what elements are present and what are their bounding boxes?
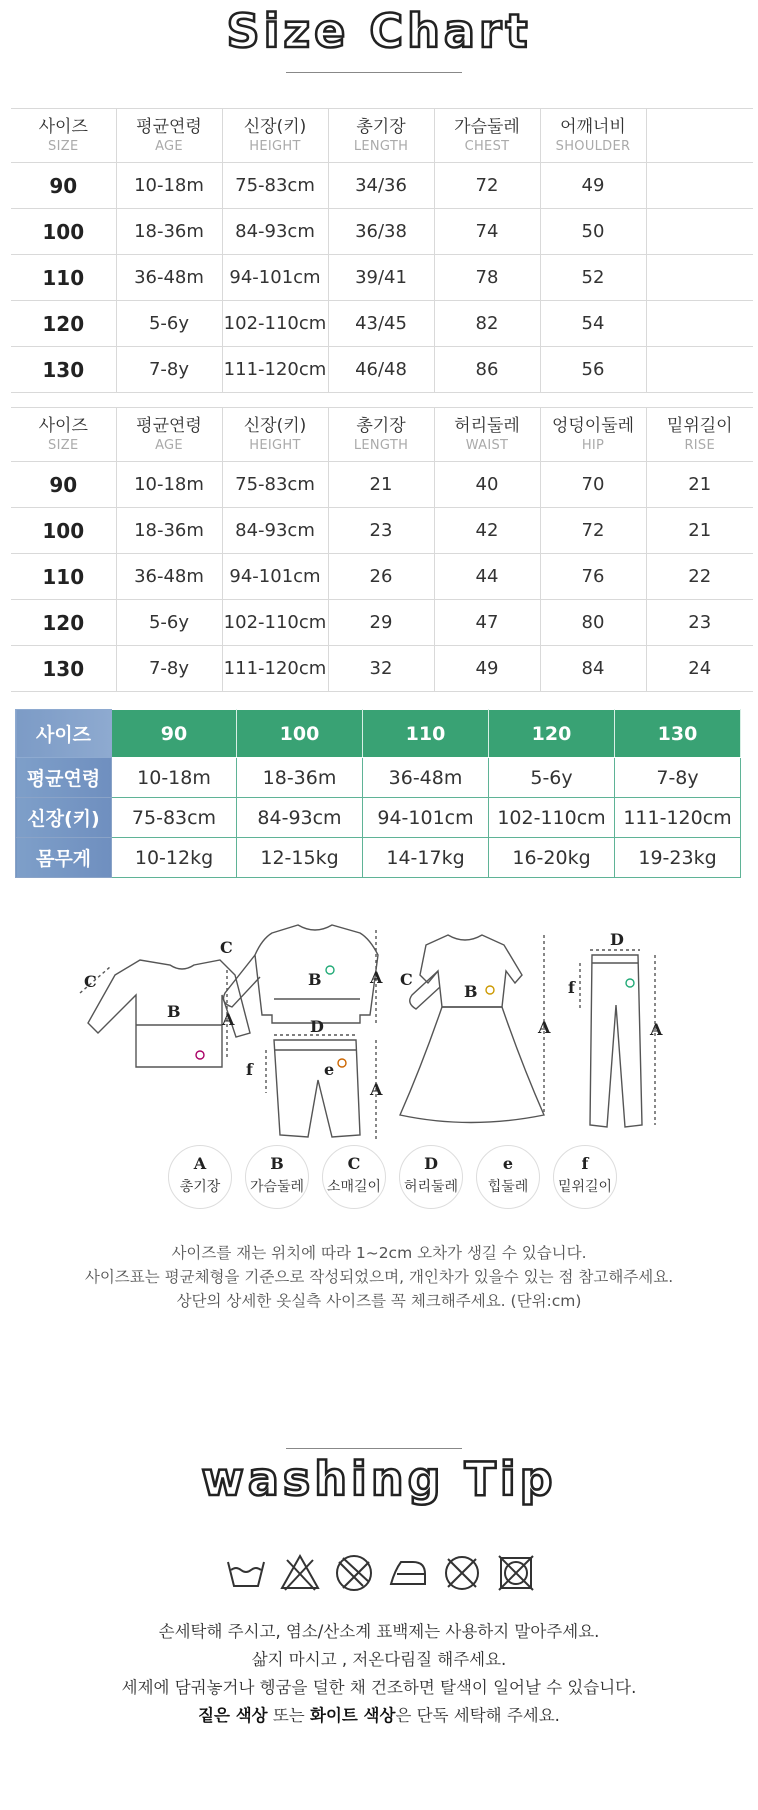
table-cell: 111-120cm bbox=[222, 646, 328, 692]
top-size-table bbox=[11, 108, 753, 393]
size-cell: 100 bbox=[11, 209, 116, 255]
note-line: 사이즈표는 평균체형을 기준으로 작성되었으며, 개인차가 있을수 있는 점 참고해주세요. bbox=[84, 1268, 674, 1286]
table-cell bbox=[646, 347, 753, 393]
washing-title-overline bbox=[286, 1448, 462, 1449]
table-header-row bbox=[16, 710, 741, 758]
size-cell: 120 bbox=[11, 600, 116, 646]
table-cell: 21 bbox=[328, 462, 434, 508]
table-cell: 86 bbox=[434, 347, 540, 393]
table-row bbox=[11, 646, 753, 692]
table-cell: 47 bbox=[434, 600, 540, 646]
size-cell: 110 bbox=[11, 554, 116, 600]
table-row bbox=[11, 301, 753, 347]
diagram-letters bbox=[84, 930, 663, 1099]
table-cell: 94-101cm bbox=[363, 798, 489, 838]
header-cell bbox=[646, 109, 753, 163]
size-header-cell: 110 bbox=[363, 710, 489, 758]
table-cell: 7-8y bbox=[116, 347, 222, 393]
table-cell: 102-110cm bbox=[489, 798, 615, 838]
table-cell: 22 bbox=[646, 554, 753, 600]
measurement-diagram bbox=[70, 915, 710, 1155]
table-cell: 39/41 bbox=[328, 255, 434, 301]
table-cell: 18-36m bbox=[237, 758, 363, 798]
no-machine-dry-icon bbox=[495, 1552, 537, 1594]
letter-f-set: f bbox=[246, 1060, 253, 1079]
table-cell: 76 bbox=[540, 554, 646, 600]
table-cell: 80 bbox=[540, 600, 646, 646]
table-cell: 23 bbox=[646, 600, 753, 646]
header-cell: 밑위길이 RISE bbox=[646, 408, 753, 462]
table-cell: 34/36 bbox=[328, 163, 434, 209]
table-cell bbox=[646, 301, 753, 347]
table-cell: 21 bbox=[646, 508, 753, 554]
note-line: 상단의 상세한 옷실측 사이즈를 꼭 체크해주세요. (단위:cm) bbox=[176, 1292, 582, 1310]
size-header-cell: 130 bbox=[615, 710, 741, 758]
measurement-legend bbox=[168, 1145, 618, 1213]
header-cell: 평균연령 AGE bbox=[116, 109, 222, 163]
hand-wash-icon bbox=[225, 1552, 267, 1594]
size-cell: 110 bbox=[11, 255, 116, 301]
letter-c-tee: C bbox=[84, 972, 97, 991]
table-cell: 5-6y bbox=[116, 301, 222, 347]
header-cell: 평균연령 AGE bbox=[116, 408, 222, 462]
header-cell: 총기장 LENGTH bbox=[328, 408, 434, 462]
table-cell: 56 bbox=[540, 347, 646, 393]
table-cell: 50 bbox=[540, 209, 646, 255]
no-dry-clean-icon bbox=[441, 1552, 483, 1594]
table-cell: 111-120cm bbox=[615, 798, 741, 838]
table-cell: 42 bbox=[434, 508, 540, 554]
table-cell: 18-36m bbox=[116, 508, 222, 554]
letter-a-dress: A bbox=[538, 1018, 551, 1037]
washing-line: 세제에 담궈놓거나 헹굼을 덜한 채 건조하면 탈색이 일어날 수 있습니다. bbox=[121, 1678, 637, 1697]
size-weight-table bbox=[15, 709, 741, 878]
table-cell: 70 bbox=[540, 462, 646, 508]
letter-a-pants: A bbox=[370, 1080, 383, 1099]
letter-b-tee: B bbox=[167, 1002, 181, 1021]
letter-e-set: e bbox=[324, 1060, 335, 1079]
washing-line bbox=[0, 1702, 758, 1730]
table-cell: 10-18m bbox=[112, 758, 237, 798]
letter-a-tee: A bbox=[222, 1010, 235, 1029]
header-cell: 신장(키) HEIGHT bbox=[222, 109, 328, 163]
header-cell: 총기장 LENGTH bbox=[328, 109, 434, 163]
table-row bbox=[16, 758, 741, 798]
letter-a-set: A bbox=[370, 968, 383, 987]
table-cell: 84-93cm bbox=[237, 798, 363, 838]
table-cell: 36-48m bbox=[363, 758, 489, 798]
table-cell: 102-110cm bbox=[222, 301, 328, 347]
size-cell: 130 bbox=[11, 646, 116, 692]
table-cell bbox=[646, 163, 753, 209]
header-cell: 어깨너비 SHOULDER bbox=[540, 109, 646, 163]
header-cell: 사이즈 SIZE bbox=[11, 109, 116, 163]
connector-text: 또는 bbox=[267, 1706, 310, 1725]
table-cell: 18-36m bbox=[116, 209, 222, 255]
header-cell: 신장(키) HEIGHT bbox=[222, 408, 328, 462]
table-cell: 46/48 bbox=[328, 347, 434, 393]
washing-icons bbox=[225, 1552, 535, 1594]
sweat-set-illustration bbox=[224, 925, 378, 1140]
table-cell: 49 bbox=[434, 646, 540, 692]
legend-item: C 소매길이 bbox=[322, 1145, 386, 1209]
table-cell: 19-23kg bbox=[615, 838, 741, 878]
table-header-row bbox=[11, 408, 753, 462]
legend-item: f 밑위길이 bbox=[553, 1145, 617, 1209]
legend-item: A 총기장 bbox=[168, 1145, 232, 1209]
table-cell: 94-101cm bbox=[222, 554, 328, 600]
row-label: 평균연령 bbox=[16, 758, 112, 798]
size-cell: 100 bbox=[11, 508, 116, 554]
table-cell: 40 bbox=[434, 462, 540, 508]
size-cell: 130 bbox=[11, 347, 116, 393]
table-cell: 54 bbox=[540, 301, 646, 347]
size-cell: 120 bbox=[11, 301, 116, 347]
legend-item: B 가슴둘레 bbox=[245, 1145, 309, 1209]
size-header-cell: 120 bbox=[489, 710, 615, 758]
table-cell: 84-93cm bbox=[222, 508, 328, 554]
table-cell: 36-48m bbox=[116, 255, 222, 301]
no-bleach-icon bbox=[279, 1552, 321, 1594]
dress-illustration bbox=[400, 935, 544, 1123]
table-cell: 14-17kg bbox=[363, 838, 489, 878]
letter-b-dress: B bbox=[464, 982, 478, 1001]
legend-item: e 힙둘레 bbox=[476, 1145, 540, 1209]
table-cell: 52 bbox=[540, 255, 646, 301]
row-label: 사이즈 bbox=[16, 710, 112, 758]
size-cell: 90 bbox=[11, 462, 116, 508]
table-cell: 10-12kg bbox=[112, 838, 237, 878]
table-cell: 84 bbox=[540, 646, 646, 692]
table-cell: 5-6y bbox=[489, 758, 615, 798]
table-cell: 75-83cm bbox=[222, 163, 328, 209]
table-cell: 82 bbox=[434, 301, 540, 347]
size-cell: 90 bbox=[11, 163, 116, 209]
row-label: 몸무게 bbox=[16, 838, 112, 878]
header-cell: 엉덩이둘레 HIP bbox=[540, 408, 646, 462]
low-iron-icon bbox=[387, 1552, 429, 1594]
table-cell: 23 bbox=[328, 508, 434, 554]
table-cell: 24 bbox=[646, 646, 753, 692]
white-color-label: 화이트 색상 bbox=[310, 1706, 396, 1725]
table-row bbox=[11, 508, 753, 554]
table-row bbox=[11, 347, 753, 393]
table-row bbox=[11, 554, 753, 600]
table-cell: 36/38 bbox=[328, 209, 434, 255]
table-cell: 75-83cm bbox=[222, 462, 328, 508]
letter-d-legging: D bbox=[610, 930, 624, 949]
table-cell: 12-15kg bbox=[237, 838, 363, 878]
table-cell: 29 bbox=[328, 600, 434, 646]
table-row bbox=[11, 209, 753, 255]
header-cell: 가슴둘레 CHEST bbox=[434, 109, 540, 163]
bottom-size-table bbox=[11, 407, 753, 692]
table-cell bbox=[646, 209, 753, 255]
table-row bbox=[11, 462, 753, 508]
header-cell: 허리둘레 WAIST bbox=[434, 408, 540, 462]
table-cell: 7-8y bbox=[116, 646, 222, 692]
table-cell: 72 bbox=[540, 508, 646, 554]
table-cell: 111-120cm bbox=[222, 347, 328, 393]
size-notes bbox=[0, 1241, 758, 1313]
table-cell: 44 bbox=[434, 554, 540, 600]
size-chart-title: Size Chart bbox=[226, 4, 532, 58]
table-cell: 75-83cm bbox=[112, 798, 237, 838]
no-tumble-dry-icon bbox=[333, 1552, 375, 1594]
table-cell: 10-18m bbox=[116, 163, 222, 209]
note-line: 사이즈를 재는 위치에 따라 1~2cm 오차가 생길 수 있습니다. bbox=[171, 1244, 587, 1262]
letter-f-legging: f bbox=[568, 978, 575, 997]
table-cell: 36-48m bbox=[116, 554, 222, 600]
washing-line: 삶지 마시고 , 저온다림질 해주세요. bbox=[251, 1650, 507, 1669]
table-cell: 5-6y bbox=[116, 600, 222, 646]
table-cell: 10-18m bbox=[116, 462, 222, 508]
table-cell: 78 bbox=[434, 255, 540, 301]
washing-title: washing Tip bbox=[201, 1452, 557, 1506]
table-row bbox=[11, 255, 753, 301]
size-header-cell: 100 bbox=[237, 710, 363, 758]
table-row bbox=[16, 798, 741, 838]
size-header-cell: 90 bbox=[112, 710, 237, 758]
letter-b-set: B bbox=[308, 970, 322, 989]
legend-item: D 허리둘레 bbox=[399, 1145, 463, 1209]
table-row bbox=[16, 838, 741, 878]
table-cell: 84-93cm bbox=[222, 209, 328, 255]
table-cell: 49 bbox=[540, 163, 646, 209]
table-row bbox=[11, 163, 753, 209]
table-header-row bbox=[11, 109, 753, 163]
letter-c-dress: C bbox=[400, 970, 413, 989]
table-cell: 16-20kg bbox=[489, 838, 615, 878]
washing-line: 손세탁해 주시고, 염소/산소계 표백제는 사용하지 말아주세요. bbox=[158, 1622, 600, 1641]
table-cell: 74 bbox=[434, 209, 540, 255]
dark-color-label: 짙은 색상 bbox=[198, 1706, 268, 1725]
size-chart-title-wrap bbox=[0, 4, 758, 58]
row-label: 신장(키) bbox=[16, 798, 112, 838]
table-cell: 7-8y bbox=[615, 758, 741, 798]
table-cell: 102-110cm bbox=[222, 600, 328, 646]
table-cell: 32 bbox=[328, 646, 434, 692]
table-cell: 26 bbox=[328, 554, 434, 600]
header-cell: 사이즈 SIZE bbox=[11, 408, 116, 462]
letter-d-set: D bbox=[310, 1017, 324, 1036]
table-row bbox=[11, 600, 753, 646]
legging-illustration bbox=[580, 950, 655, 1127]
table-cell: 21 bbox=[646, 462, 753, 508]
letter-a-legging: A bbox=[650, 1020, 663, 1039]
washing-title-wrap bbox=[0, 1452, 758, 1506]
letter-c-set: C bbox=[220, 938, 233, 957]
table-cell: 94-101cm bbox=[222, 255, 328, 301]
instruction-text: 은 단독 세탁해 주세요. bbox=[395, 1706, 560, 1725]
washing-notes bbox=[0, 1618, 758, 1730]
table-cell bbox=[646, 255, 753, 301]
title-underline bbox=[286, 72, 462, 73]
table-cell: 43/45 bbox=[328, 301, 434, 347]
table-cell: 72 bbox=[434, 163, 540, 209]
